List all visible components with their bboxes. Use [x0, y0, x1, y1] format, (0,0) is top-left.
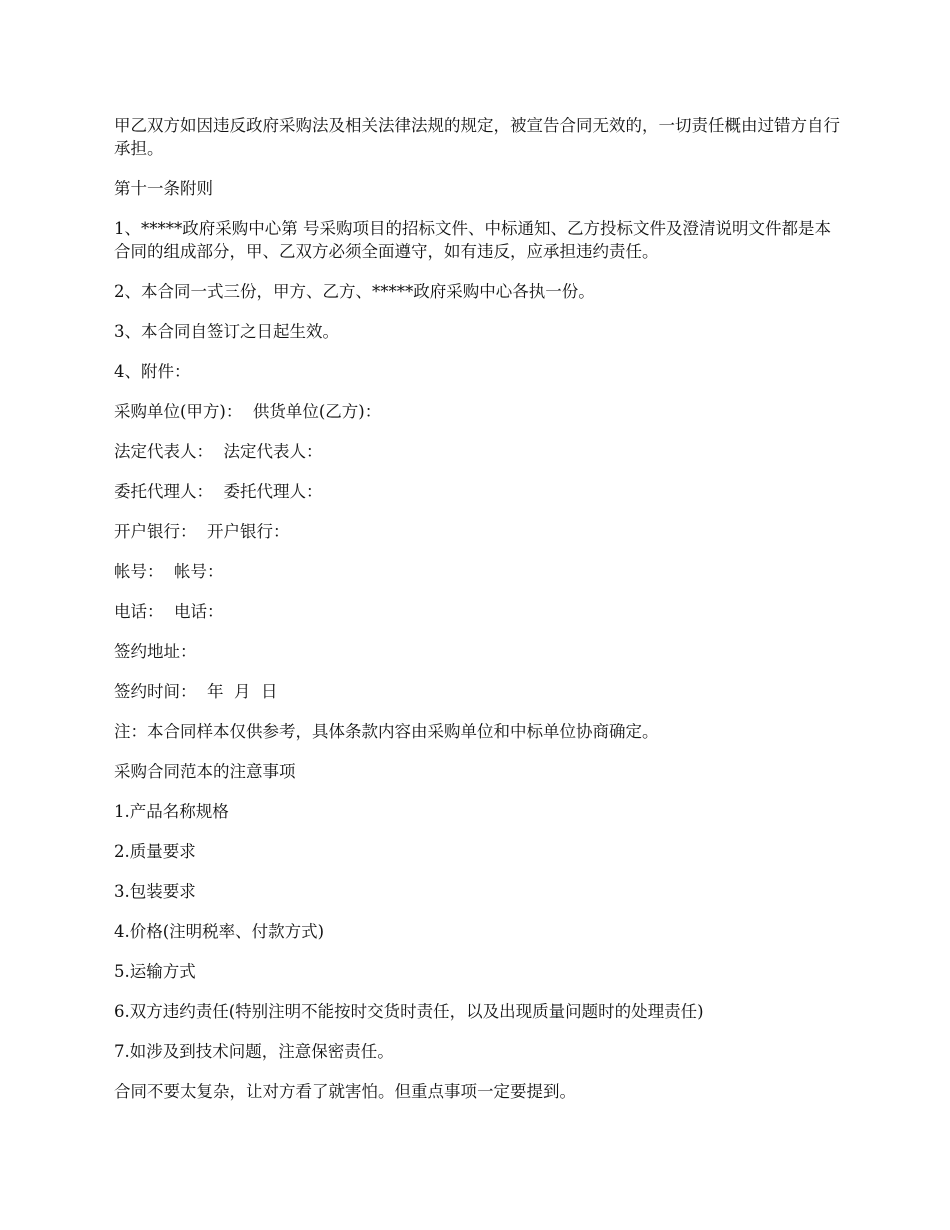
section-heading-precautions: 采购合同范本的注意事项 [114, 762, 296, 781]
signature-line-legal-representative: 法定代表人： 法定代表人： [114, 442, 323, 461]
list-item-packaging: 3.包装要求 [114, 882, 196, 901]
section-heading-article-11: 第十一条附则 [114, 179, 213, 198]
signature-line-address: 签约地址： [114, 642, 197, 661]
paragraph-clause-1-contract-documents: 1、*****政府采购中心第 号采购项目的招标文件、中标通知、乙方投标文件及澄清说明文件都是本合同的组成部分，甲、乙双方必须全面遵守，如有违反，应承担违约责任。 [114, 219, 831, 261]
list-item-quality: 2.质量要求 [114, 842, 196, 861]
paragraph-clause-2-copies: 2、本合同一式三份，甲方、乙方、*****政府采购中心各执一份。 [114, 282, 595, 301]
paragraph-note: 注：本合同样本仅供参考，具体条款内容由采购单位和中标单位协商确定。 [114, 722, 659, 741]
list-item-product-spec: 1.产品名称规格 [114, 802, 229, 821]
signature-line-account: 帐号： 帐号： [114, 562, 224, 581]
signature-line-date: 签约时间： 年 月 日 [114, 682, 278, 701]
paragraph-clause-4-attachments: 4、附件： [114, 362, 191, 381]
paragraph-closing-advice: 合同不要太复杂，让对方看了就害怕。但重点事项一定要提到。 [114, 1082, 576, 1101]
document-body [114, 114, 844, 1120]
list-item-transport: 5.运输方式 [114, 962, 196, 981]
signature-line-parties: 采购单位(甲方)： 供货单位(乙方)： [114, 402, 382, 421]
signature-line-phone: 电话： 电话： [114, 602, 224, 621]
paragraph-invalid-contract-liability: 甲乙双方如因违反政府采购法及相关法律法规的规定，被宣告合同无效的，一切责任概由过错方自行承担。 [114, 116, 840, 158]
list-item-price: 4.价格(注明税率、付款方式) [114, 922, 325, 941]
list-item-confidentiality: 7.如涉及到技术问题，注意保密责任。 [114, 1042, 394, 1061]
list-item-breach-liability: 6.双方违约责任(特别注明不能按时交货时责任，以及出现质量问题时的处理责任) [114, 1002, 704, 1021]
signature-line-bank: 开户银行： 开户银行： [114, 522, 290, 541]
paragraph-clause-3-effective: 3、本合同自签订之日起生效。 [114, 322, 339, 341]
signature-line-authorized-agent: 委托代理人： 委托代理人： [114, 482, 323, 501]
